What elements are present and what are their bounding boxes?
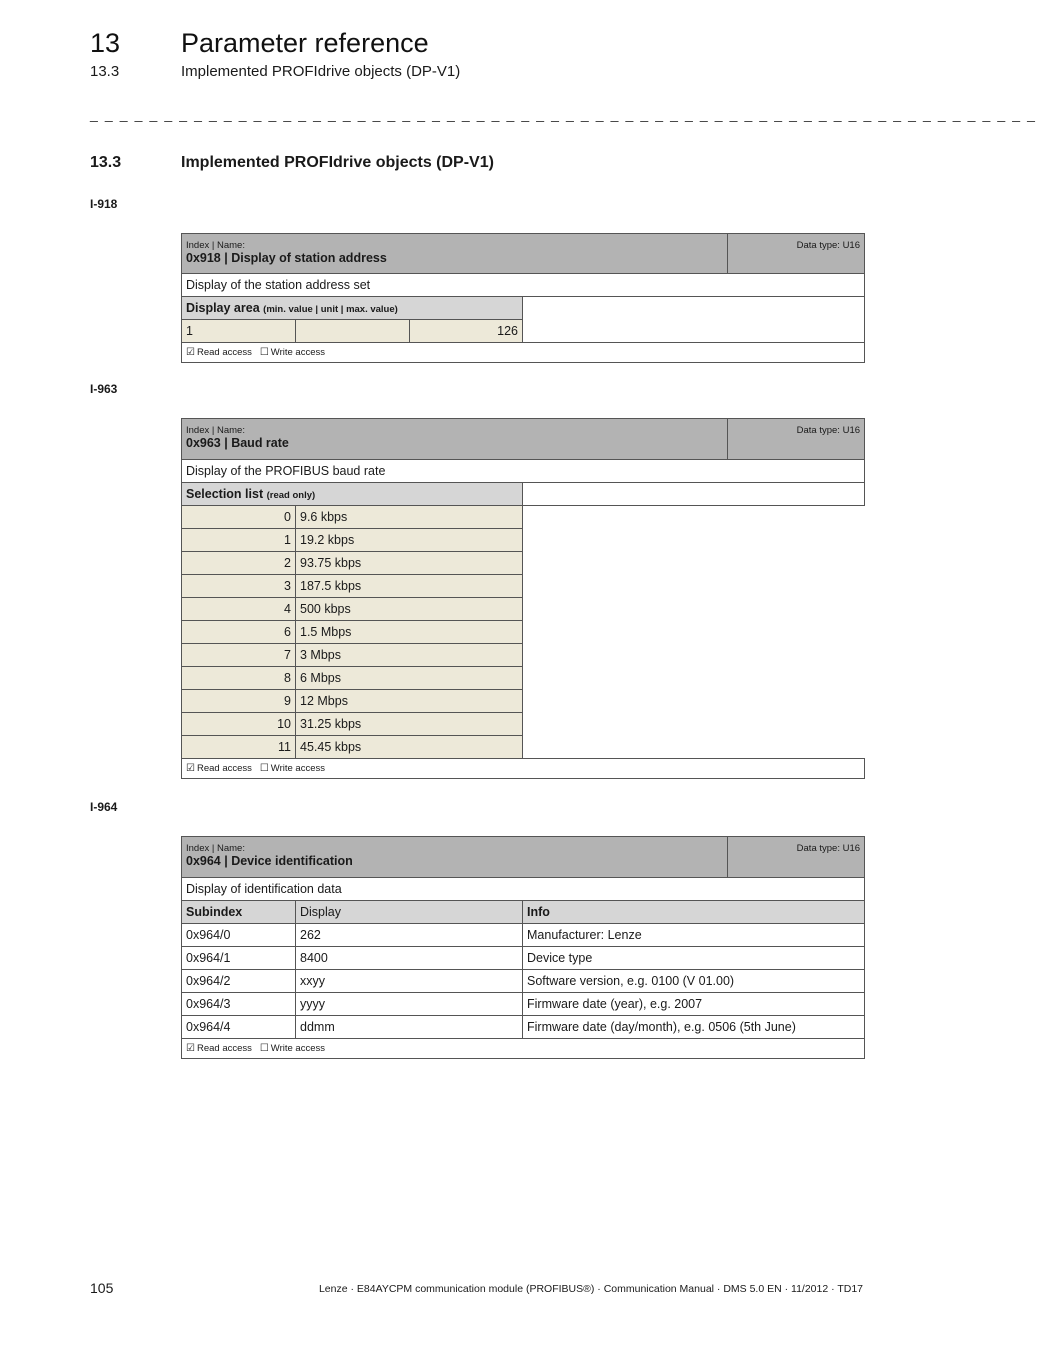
selection-value: 6 — [182, 621, 296, 644]
selection-value: 11 — [182, 736, 296, 759]
display-area-header — [182, 297, 523, 320]
parameter-label-963: I-963 — [90, 382, 118, 396]
selection-value: 9 — [182, 690, 296, 713]
parameter-table-963 — [181, 418, 865, 779]
selection-text: 1.5 Mbps — [296, 621, 523, 644]
checked-box-icon: ☑ — [186, 1043, 195, 1054]
index-name-label: Index | Name: — [186, 425, 245, 436]
list-item — [182, 598, 865, 621]
parameter-name: 0x918 | Display of station address — [186, 251, 387, 265]
selection-text: 9.6 kbps — [296, 506, 523, 529]
parameter-label-964: I-964 — [90, 800, 118, 814]
table-row — [182, 993, 865, 1016]
data-type: Data type: U16 — [728, 419, 865, 460]
selection-value: 8 — [182, 667, 296, 690]
list-item — [182, 713, 865, 736]
selection-text: 12 Mbps — [296, 690, 523, 713]
list-item — [182, 667, 865, 690]
list-item — [182, 690, 865, 713]
column-header-info: Info — [523, 901, 865, 924]
read-access-label: Read access — [196, 1043, 252, 1054]
column-header-subindex: Subindex — [182, 901, 296, 924]
subindex-cell: 0x964/2 — [182, 970, 296, 993]
subindex-cell: 0x964/3 — [182, 993, 296, 1016]
footer-text: Lenze · E84AYCPM communication module (PROFIBUS®) · Communication Manual · DMS 5.0 EN · 11/2012 · TD17 — [318, 1283, 863, 1295]
parameter-table-918 — [181, 233, 865, 363]
list-item — [182, 506, 865, 529]
info-cell: Manufacturer: Lenze — [523, 924, 865, 947]
write-access-label: Write access — [270, 1043, 325, 1054]
selection-text: 93.75 kbps — [296, 552, 523, 575]
selection-value: 4 — [182, 598, 296, 621]
unchecked-box-icon: ☐ — [259, 1043, 269, 1054]
unchecked-box-icon: ☐ — [259, 347, 269, 358]
selection-value: 1 — [182, 529, 296, 552]
list-item — [182, 736, 865, 759]
parameter-name: 0x963 | Baud rate — [186, 436, 289, 450]
list-item — [182, 621, 865, 644]
min-value: 1 — [182, 320, 296, 343]
subindex-cell: 0x964/4 — [182, 1016, 296, 1039]
blank-area — [523, 297, 865, 343]
list-item — [182, 529, 865, 552]
chapter-number: 13 — [90, 28, 121, 58]
write-access-label: Write access — [270, 347, 325, 358]
info-cell: Firmware date (year), e.g. 2007 — [523, 993, 865, 1016]
unchecked-box-icon: ☐ — [259, 763, 269, 774]
unit-value — [296, 320, 410, 343]
header-separator: _ _ _ _ _ _ _ _ _ _ _ _ _ _ _ _ _ _ _ _ _ _ _ _ _ _ _ _ _ _ _ _ _ _ _ _ _ _ _ _ _ _ _ _ _ _ _ _ _ _ _ _ _ _ _ _ _ _ _ _ _ _ _ _ — [90, 106, 1037, 122]
list-item — [182, 552, 865, 575]
display-cell: ddmm — [296, 1016, 523, 1039]
parameter-label-918: I-918 — [90, 197, 118, 211]
index-name-label: Index | Name: — [186, 843, 245, 854]
display-cell: xxyy — [296, 970, 523, 993]
access-info — [182, 759, 865, 779]
display-cell: 8400 — [296, 947, 523, 970]
selection-text: 31.25 kbps — [296, 713, 523, 736]
selection-text: 19.2 kbps — [296, 529, 523, 552]
parameter-description: Display of the PROFIBUS baud rate — [182, 460, 865, 483]
section-number: 13.3 — [90, 154, 122, 171]
parameter-header — [182, 837, 728, 878]
access-info — [182, 1039, 865, 1059]
display-cell: 262 — [296, 924, 523, 947]
checked-box-icon: ☑ — [186, 347, 195, 358]
display-area-title: Display area — [186, 301, 260, 315]
display-cell: yyyy — [296, 993, 523, 1016]
column-header-display: Display — [296, 901, 523, 924]
max-value: 126 — [410, 320, 523, 343]
chapter-title: Parameter reference — [181, 28, 429, 58]
read-access-label: Read access — [196, 347, 252, 358]
list-item — [182, 575, 865, 598]
subchapter-title: Implemented PROFIdrive objects (DP-V1) — [181, 63, 461, 80]
selection-text: 6 Mbps — [296, 667, 523, 690]
subindex-cell: 0x964/0 — [182, 924, 296, 947]
display-area-subtitle: (min. value | unit | max. value) — [263, 304, 398, 315]
table-row — [182, 1016, 865, 1039]
read-access-label: Read access — [196, 763, 252, 774]
selection-text: 45.45 kbps — [296, 736, 523, 759]
index-name-label: Index | Name: — [186, 240, 245, 251]
selection-value: 10 — [182, 713, 296, 736]
selection-list-title: Selection list — [186, 487, 264, 501]
selection-value: 2 — [182, 552, 296, 575]
selection-text: 3 Mbps — [296, 644, 523, 667]
selection-list-subtitle: (read only) — [266, 490, 316, 501]
parameter-name: 0x964 | Device identification — [186, 854, 353, 868]
section-title: Implemented PROFIdrive objects (DP-V1) — [181, 154, 494, 171]
info-cell: Software version, e.g. 0100 (V 01.00) — [523, 970, 865, 993]
subindex-cell: 0x964/1 — [182, 947, 296, 970]
selection-list-header — [182, 483, 523, 506]
parameter-header — [182, 234, 728, 274]
access-info — [182, 343, 865, 363]
table-row — [182, 947, 865, 970]
write-access-label: Write access — [270, 763, 325, 774]
blank-area — [523, 483, 865, 506]
page-number: 105 — [90, 1280, 114, 1296]
parameter-description: Display of identification data — [182, 878, 865, 901]
parameter-table-964 — [181, 836, 865, 1059]
parameter-header — [182, 419, 728, 460]
info-cell: Device type — [523, 947, 865, 970]
data-type: Data type: U16 — [728, 837, 865, 878]
list-item — [182, 644, 865, 667]
selection-text: 187.5 kbps — [296, 575, 523, 598]
selection-text: 500 kbps — [296, 598, 523, 621]
selection-value: 0 — [182, 506, 296, 529]
data-type: Data type: U16 — [728, 234, 865, 274]
selection-value: 3 — [182, 575, 296, 598]
parameter-description: Display of the station address set — [182, 274, 865, 297]
info-cell: Firmware date (day/month), e.g. 0506 (5th June) — [523, 1016, 865, 1039]
selection-value: 7 — [182, 644, 296, 667]
subchapter-number: 13.3 — [90, 63, 120, 80]
checked-box-icon: ☑ — [186, 763, 195, 774]
table-row — [182, 924, 865, 947]
table-row — [182, 970, 865, 993]
